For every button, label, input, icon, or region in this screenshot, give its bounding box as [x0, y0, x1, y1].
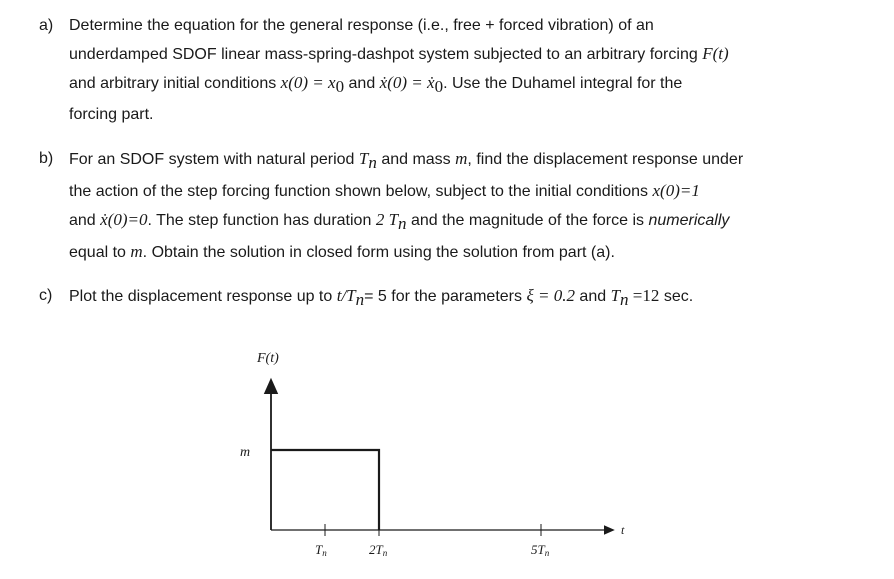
- part-a-text-2: underdamped SDOF linear mass-spring-dashpot system subjected to an arbitrary forcing: [69, 46, 698, 63]
- part-b-line-2: [69, 177, 859, 206]
- part-b-text-5: and: [69, 212, 96, 230]
- x-tick-subscript: n: [322, 548, 327, 558]
- subscript-n: n: [398, 214, 407, 234]
- initial-condition-2: ẋ(0)=0: [100, 210, 148, 230]
- mass-symbol: m: [455, 149, 468, 168]
- natural-period-symbol: T: [610, 286, 621, 305]
- initial-displacement-eq: x(0) = x: [280, 73, 336, 92]
- x-tick-label: 5Tn: [531, 542, 550, 558]
- part-c-text-3: and: [579, 288, 607, 305]
- part-b-emphasis: numerically: [648, 212, 730, 230]
- force-magnitude-label: m: [240, 445, 251, 460]
- x-tick-subscript: n: [382, 548, 388, 558]
- damping-ratio: ξ = 0.2: [526, 286, 575, 305]
- time-ratio: t/T: [336, 286, 356, 305]
- part-a-text-5: . Use the Duhamel integral for the: [443, 75, 683, 92]
- part-c: [39, 282, 859, 314]
- forcing-symbol: F(t): [702, 44, 729, 63]
- subscript-n: n: [368, 153, 377, 173]
- part-c-text-2: = 5 for the parameters: [364, 288, 522, 305]
- x-axis-label: t: [621, 523, 625, 537]
- part-b-text-7: and the magnitude of the force is: [410, 212, 645, 230]
- mass-symbol: m: [130, 242, 143, 262]
- part-a-line-3: [69, 69, 859, 101]
- natural-period-symbol: T: [358, 149, 369, 168]
- part-b-text-1: For an SDOF system with natural period: [69, 151, 355, 168]
- part-b-text-3: , find the displacement response under: [467, 151, 744, 168]
- part-b-text-2: and mass: [381, 151, 451, 168]
- part-b-text-10: . Obtain the solution in closed form using the solution from part (a).: [142, 244, 615, 262]
- y-axis-label: F(t): [257, 351, 279, 366]
- part-c-text-1: Plot the displacement response up to: [69, 288, 333, 305]
- part-b-line-3: [69, 206, 859, 238]
- part-a-line-1: [69, 12, 859, 40]
- part-b-text-4: the action of the step forcing function shown below, subject to the initial conditions: [69, 183, 649, 201]
- subscript-n: n: [355, 290, 365, 310]
- period-value: =12: [628, 286, 660, 305]
- part-b-text-6: . The step function has duration: [147, 212, 372, 230]
- part-a-line-2: [69, 40, 859, 69]
- part-c-label: c): [39, 287, 53, 304]
- part-a-text-1: Determine the equation for the general response (i.e., free + forced vibration) of an: [69, 17, 654, 34]
- subscript-zero: 0: [335, 77, 345, 97]
- step-function-line: [271, 450, 379, 530]
- x-tick-subscript: n: [544, 548, 550, 558]
- part-b-line-4: [69, 238, 859, 267]
- part-c-line-1: [69, 282, 859, 314]
- initial-condition-1: x(0)=1: [652, 181, 700, 201]
- duration-symbol: 2 T: [375, 210, 399, 230]
- part-a-text-3: and arbitrary initial conditions: [69, 75, 277, 92]
- part-b-line-1: [69, 145, 859, 177]
- part-a-line-4: [69, 101, 859, 129]
- x-tick-label: 2Tn: [369, 542, 388, 558]
- part-b-text-9: equal to: [69, 244, 126, 262]
- part-b-label: b): [39, 150, 54, 167]
- subscript-zero: 0: [434, 77, 444, 97]
- part-b: [39, 145, 859, 267]
- step-force-diagram: [225, 340, 645, 575]
- part-a-label: a): [39, 17, 54, 34]
- x-tick-label: Tn: [315, 542, 327, 558]
- part-a-text-4: and: [348, 75, 376, 92]
- initial-velocity-eq: ẋ(0) = ẋ: [379, 73, 435, 92]
- x-ticks: [315, 524, 550, 558]
- subscript-n: n: [620, 290, 629, 310]
- part-c-text-4: sec.: [663, 288, 694, 305]
- part-a: [39, 12, 859, 129]
- part-a-text-6: forcing part.: [69, 106, 154, 124]
